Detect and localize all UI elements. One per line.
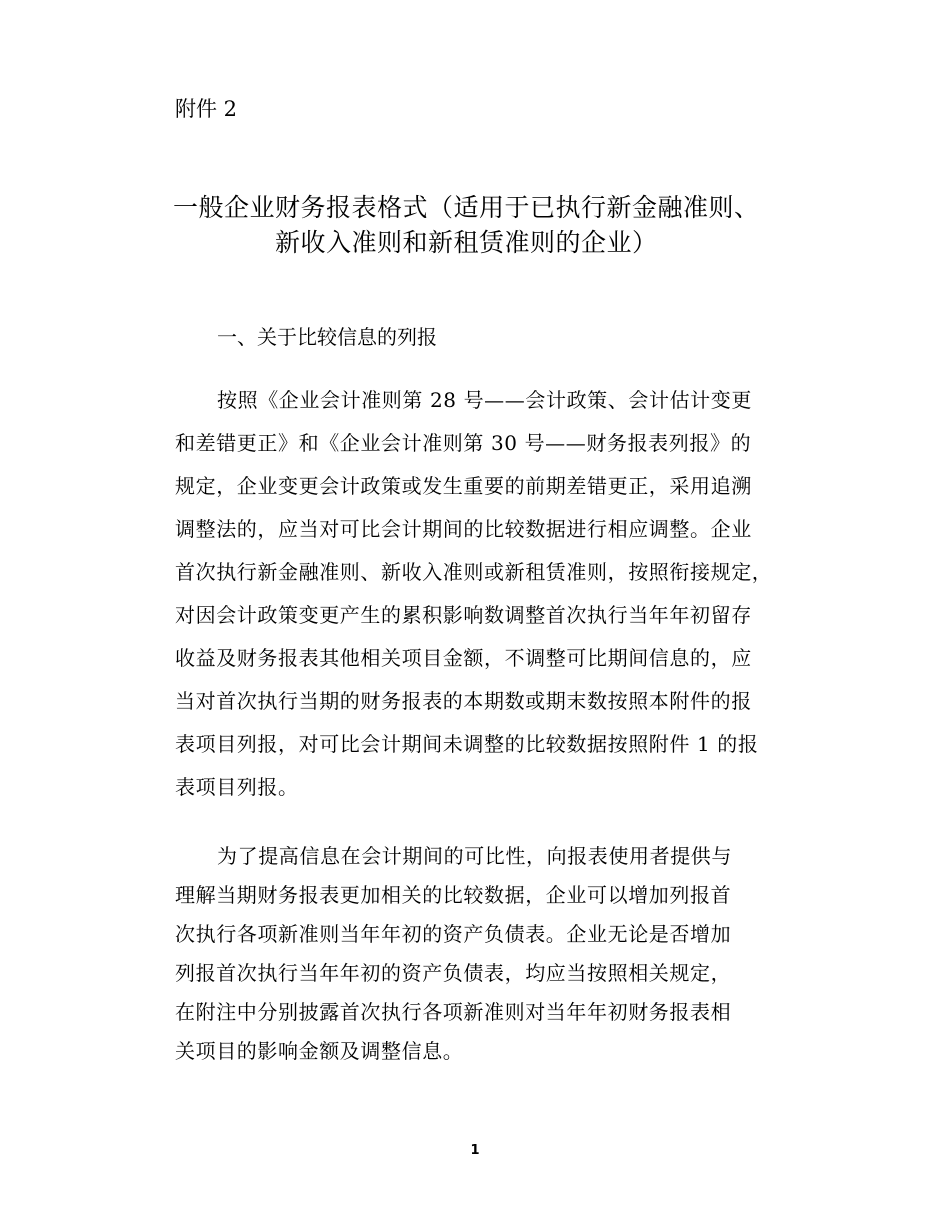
paragraph-1-line: 表项目列报，对可比会计期间未调整的比较数据按照附件 1 的报 bbox=[175, 732, 759, 756]
paragraph-1-line: 和差错更正》和《企业会计准则第 30 号——财务报表列报》的 bbox=[175, 431, 752, 455]
paragraph-1-line: 调整法的，应当对可比会计期间的比较数据进行相应调整。企业 bbox=[175, 517, 752, 541]
paragraph-2-line: 在附注中分别披露首次执行各项新准则对当年年初财务报表相 bbox=[175, 1000, 732, 1024]
paragraph-2-line: 关项目的影响金额及调整信息。 bbox=[175, 1039, 464, 1063]
paragraph-1-line: 规定，企业变更会计政策或发生重要的前期差错更正，采用追溯 bbox=[175, 474, 752, 498]
paragraph-1-line: 按照《企业会计准则第 28 号——会计政策、会计估计变更 bbox=[217, 388, 752, 412]
paragraph-2-line: 列报首次执行当年年初的资产负债表，均应当按照相关规定， bbox=[175, 961, 732, 985]
paragraph-1-line: 首次执行新金融准则、新收入准则或新租赁准则，按照衔接规定， bbox=[175, 560, 773, 584]
paragraph-1-line: 当对首次执行当期的财务报表的本期数或期末数按照本附件的报 bbox=[175, 689, 752, 713]
paragraph-1-line: 表项目列报。 bbox=[175, 775, 299, 799]
document-title-line-2: 新收入准则和新租赁准则的企业） bbox=[275, 228, 658, 257]
paragraph-2-line: 次执行各项新准则当年年初的资产负债表。企业无论是否增加 bbox=[175, 922, 732, 946]
page-number: 1 bbox=[470, 1143, 480, 1158]
attachment-label: 附件 2 bbox=[175, 97, 238, 121]
section-heading: 一、关于比较信息的列报 bbox=[217, 325, 437, 349]
document-title-line-1: 一般企业财务报表格式（适用于已执行新金融准则、 bbox=[173, 193, 760, 222]
paragraph-2-line: 为了提高信息在会计期间的可比性，向报表使用者提供与 bbox=[217, 844, 732, 868]
paragraph-1-line: 对因会计政策变更产生的累积影响数调整首次执行当年年初留存 bbox=[175, 603, 752, 627]
paragraph-2-line: 理解当期财务报表更加相关的比较数据，企业可以增加列报首 bbox=[175, 883, 732, 907]
paragraph-1-line: 收益及财务报表其他相关项目金额，不调整可比期间信息的，应 bbox=[175, 646, 752, 670]
